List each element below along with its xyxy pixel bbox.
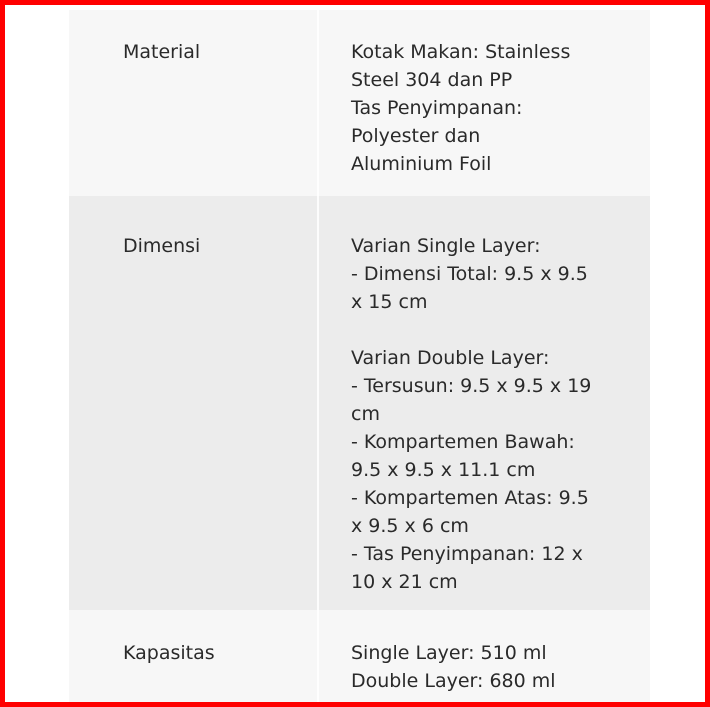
spec-label-dimensi: Dimensi: [123, 235, 201, 257]
spec-value-line: Kotak Makan: Stainless: [351, 41, 571, 63]
column-divider: [317, 10, 319, 707]
spec-row-kapasitas: [69, 610, 650, 707]
paragraph-gap: [351, 316, 641, 344]
spec-value-line: 10 x 21 cm: [351, 571, 458, 593]
spec-value-dimensi: [351, 232, 641, 596]
spec-value-line: - Kompartemen Atas: 9.5: [351, 487, 589, 509]
spec-value-line: Aluminium Foil: [351, 153, 492, 175]
spec-value-line: cm: [351, 403, 380, 425]
spec-label-kapasitas: Kapasitas: [123, 642, 215, 664]
spec-table: [69, 10, 650, 707]
spec-row-dimensi: [69, 196, 650, 610]
spec-value-kapasitas: [351, 639, 641, 695]
spec-value-line: Varian Single Layer:: [351, 235, 541, 257]
spec-value-line: - Kompartemen Bawah:: [351, 431, 575, 453]
spec-row-material: [69, 10, 650, 196]
spec-value-line: - Dimensi Total: 9.5 x 9.5: [351, 263, 588, 285]
spec-value-line: Steel 304 dan PP: [351, 69, 513, 91]
spec-value-line: Single Layer: 510 ml: [351, 642, 547, 664]
spec-value-line: Varian Double Layer:: [351, 347, 550, 369]
spec-label-material: Material: [123, 41, 201, 63]
spec-value-material: [351, 38, 641, 178]
spec-value-line: Tas Penyimpanan:: [351, 97, 523, 119]
spec-value-line: - Tersusun: 9.5 x 9.5 x 19: [351, 375, 592, 397]
spec-value-line: Polyester dan: [351, 125, 481, 147]
spec-value-line: x 9.5 x 6 cm: [351, 515, 469, 537]
spec-value-line: Double Layer: 680 ml: [351, 670, 556, 692]
spec-value-line: 9.5 x 9.5 x 11.1 cm: [351, 459, 536, 481]
spec-value-line: x 15 cm: [351, 291, 428, 313]
spec-value-line: - Tas Penyimpanan: 12 x: [351, 543, 583, 565]
